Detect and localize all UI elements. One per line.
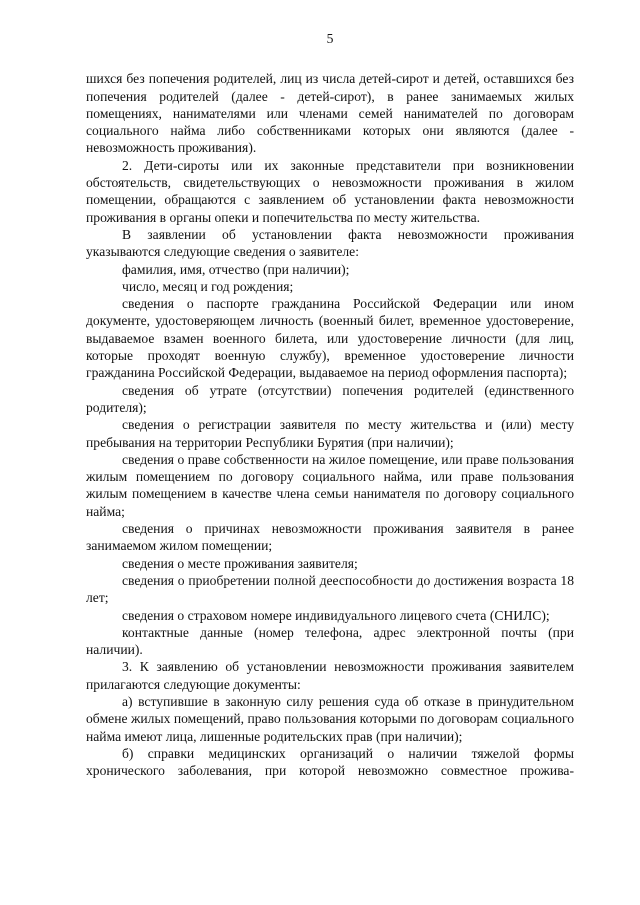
paragraph: контактные данные (номер телефона, адрес электронной почты (при наличии). [86,624,574,658]
paragraph: сведения о паспорте гражданина Российской Федерации или ином документе, удостоверяющем личность (военный билет, временное удостоверение, выдаваемое взамен военного билета, или удостоверение личности (для лиц, которые проходят военную службу), временное удостоверение личности гражданина Российской Федерации, выдаваемое на период оформления паспорта); [86,296,574,381]
paragraph: б) справки медицинских организаций о наличии тяжелой формы хронического заболевания, при которой невозможно совместное прожива- [86,745,574,779]
paragraph: а) вступившие в законную силу решения суда об отказе в принудительном обмене жилых помещений, право пользования которыми по договорам социального найма имеют лица, лишенные родительских прав (при наличии); [86,693,574,744]
page-number: 5 [326,31,334,46]
paragraph: число, месяц и год рождения; [122,278,294,294]
paragraph: 3. К заявлению об установлении невозможности проживания заявителем прилагаются следующие документы: [86,659,574,692]
paragraph: фамилия, имя, отчество (при наличии); [122,261,350,277]
document-body [86,70,574,779]
paragraph: 2. Дети-сироты или их законные представители при возникновении обстоятельств, свидетельствующих о невозможности проживания в жилом помещении, обращаются с заявлением об установлении факта невозможности проживания в органы опеки и попечительства по месту жительства. [86,157,574,225]
paragraph: сведения о месте проживания заявителя; [122,555,358,571]
paragraph: сведения об утрате (отсутствии) попечения родителей (единственного родителя); [86,382,574,415]
paragraph: шихся без попечения родителей, лиц из числа детей-сирот и детей, оставшихся без попечения родителей (далее - детей-сирот), в ранее занимаемых жилых помещениях, нанимателями или членами семей нанимателей по договорам социального найма либо собственниками которых они являются (далее - невозможность проживания). [86,71,574,156]
paragraph: сведения о приобретении полной дееспособности до достижения возраста 18 лет; [86,572,574,606]
paragraph: сведения о причинах невозможности проживания заявителя в ранее занимаемом жилом помещении; [86,521,574,554]
paragraph: сведения о страховом номере индивидуального лицевого счета (СНИЛС); [122,607,550,623]
paragraph: сведения о праве собственности на жилое помещение, или праве пользования жилым помещением по договору социального найма, или праве пользования жилым помещением в качестве члена семьи нанимателя по договору социального найма; [86,451,574,519]
paragraph: В заявлении об установлении факта невозможности проживания указываются следующие сведения о заявителе: [86,226,574,260]
paragraph: сведения о регистрации заявителя по месту жительства и (или) месту пребывания на территории Республики Бурятия (при наличии); [86,417,574,450]
